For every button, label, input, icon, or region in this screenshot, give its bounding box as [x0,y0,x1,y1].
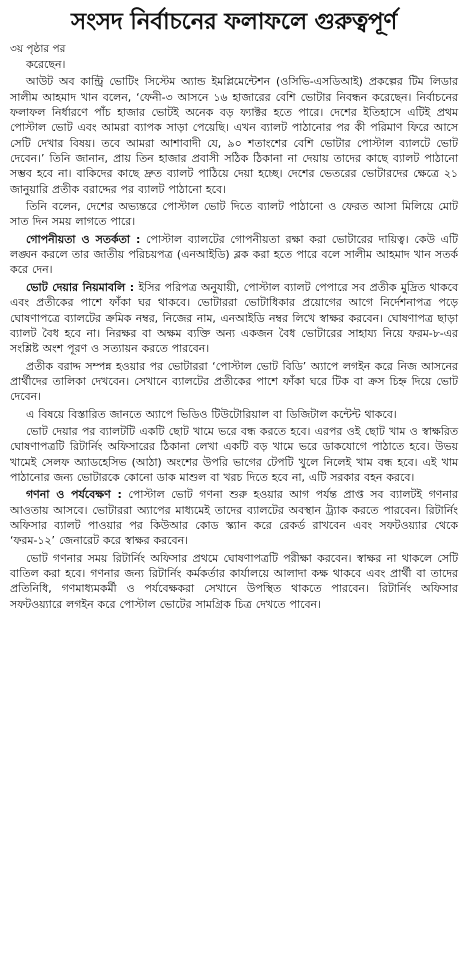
paragraph [10,359,458,405]
paragraph-text: এ বিষয়ে বিস্তারিত জানতে অ্যাপে ভিডিও টিউটোরিয়াল বা ডিজিটাল কন্টেন্ট থাকবে। [26,407,397,421]
paragraph [10,232,458,278]
paragraph [10,407,458,422]
paragraph [10,424,458,485]
paragraph-text: ভোট গণনার সময় রিটার্নিং অফিসার প্রথমে ঘোষণাপত্রটি পরীক্ষা করবেন। স্বাক্ষর না থাকলে সেটি বাতিল করা হবে। গণনার জন্য রিটার্নিং কর্মকর্তার কার্যালয়ে আলাদা কক্ষ থাকবে এবং প্রার্থী বা তাদের প্রতিনিধি, গণমাধ্যমকর্মী ও পর্যবেক্ষকরা সেখানে উপস্থিত থাকতে পারবেন। রিটার্নিং অফিসার সফটওয়্যারে লগইন করে পোস্টাল ভোটের সামগ্রিক চিত্র দেখতে পাবেন। [10,551,458,611]
paragraph-text: তিনি বলেন, দেশের অভ্যন্তরে পোস্টাল ভোট দিতে ব্যালট পাঠানো ও ফেরত আসা মিলিয়ে মোট সাত দিন সময় লাগতে পারে। [10,200,458,229]
paragraph [10,487,458,548]
paragraph-text: পোস্টাল ভোট গণনা শুরু হওয়ার আগ পর্যন্ত প্রাপ্ত সব ব্যালটই গণনার আওতায় আসবে। ভোটাররা অ্যাপের মাধ্যমেই তাদের ব্যালটের অবস্থান ট্র্যাক করতে পারবেন। রিটার্নিং অফিসার ব্যালট পাওয়ার পর কিউআর কোড স্ক্যান করে রেকর্ড রাখবেন এবং সফটওয়্যার থেকে ‘ফরম-১২’ জেনারেট করে স্বাক্ষর করবেন। [10,488,459,548]
paragraph-text: পোস্টাল ব্যালটের গোপনীয়তা রক্ষা করা ভোটারের দায়িত্ব। কেউ এটি লঙ্ঘন করলে তার জাতীয় পরিচয়পত্র (এনআইডি) ব্লক করা হতে পারে বলে সালীম আহমাদ খান সতর্ক করে দেন। [10,232,458,277]
paragraph [10,199,458,230]
paragraph-text: ইসির পরিপত্র অনুযায়ী, পোস্টাল ব্যালট পেপারে সব প্রতীক মুদ্রিত থাকবে এবং প্রতীকের পাশে ফাঁকা ঘর থাকবে। ভোটাররা ভোটাধিকার প্রয়োগের আগে নির্দেশনাপত্র পড়ে ঘোষণাপত্রে ব্যালটের ক্রমিক নম্বর, নিজের নাম, এনআইডি নম্বর লিখে স্বাক্ষর করবেন। ঘোষণাপত্র ছাড়া ব্যালট বৈধ হবে না। নিরক্ষর বা অক্ষম ব্যক্তি অন্য একজন বৈধ ভোটারের সাহায্য নিয়ে ফরম-৮-এর সংশ্লিষ্ট অংশ পূরণ ও সত্যায়ন করতে পারবেন। [10,280,458,356]
paragraph [10,57,458,72]
subheading: গোপনীয়তা ও সতর্কতা : [26,232,141,246]
paragraph [10,74,458,197]
paragraph [10,551,458,612]
subheading: ভোট দেয়ার নিয়মাবলি : [26,280,135,294]
paragraph-text: আউট অব কান্ট্রি ভোটিং সিস্টেম অ্যান্ড ইমপ্লিমেন্টেশন (ওসিভি-এসডিআই) প্রকল্পের টিম লিডার সালীম আহমাদ খান বলেন, ‘ফেনী-৩ আসনে ১৬ হাজারের বেশি ভোটার নিবন্ধন করেছেন। নির্বাচনের ফলাফল নির্ধারণে পাঁচ হাজার ভোটই অনেক বড় ফ্যাক্টর হতে পারে। দেশের ইতিহাসে এটিই প্রথম পোস্টাল ভোট এবং আমরা ব্যাপক সাড়া পেয়েছি। এখন ব্যালট পাঠানোর পর কী পরিমাণ ফিরে আসে সেটি দেখার বিষয়। তবে আমরা আশাবাদী যে, ৯০ শতাংশের বেশি ভোটার পোস্টাল ব্যালটে ভোট দেবেন।’ তিনি জানান, প্রায় তিন হাজার প্রবাসী সঠিক ঠিকানা না দেয়ায় তাদের কাছে ব্যালট পাঠানো সম্ভব হবে না। বাকিদের কাছে দ্রুত ব্যালট পাঠিয়ে দেয়া হচ্ছে। দেশের ভেতরের ভোটারদের ক্ষেত্রে ২১ জানুয়ারি প্রতীক বরাদ্দের পর ব্যালট পাঠানো হবে। [10,75,458,196]
paragraph-text: ভোট দেয়ার পর ব্যালটটি একটি ছোট খামে ভরে বন্ধ করতে হবে। এরপর ওই ছোট খাম ও স্বাক্ষরিত ঘোষণাপত্রটি রিটার্নিং অফিসারের ঠিকানা লেখা একটি বড় খামে ভরে ডাকযোগে পাঠাতে হবে। উভয় খামেই সেলফ অ্যাডহেসিভ (আঠা) অংশের উপরি ভাগের টেপটি খুলে নিলেই খাম বন্ধ হবে। এই খাম পাঠানোর জন্য ভোটারকে কোনো ডাক মাশুল বা খরচ দিতে হবে না, এটি সরকার বহন করবে। [10,424,458,484]
paragraph [10,280,458,357]
paragraph-text: করেছেন। [26,58,66,71]
paragraph-text: প্রতীক বরাদ্দ সম্পন্ন হওয়ার পর ভোটাররা ‘পোস্টাল ভোট বিডি’ অ্যাপে লগইন করে নিজ আসনের প্রার্থীদের তালিকা দেখবেন। সেখানে ব্যালটের প্রতীকের পাশে ফাঁকা ঘরে টিক বা ক্রস চিহ্ন দিয়ে ভোট দেবেন। [10,359,458,404]
headline: সংসদ নির্বাচনের ফলাফলে গুরুত্বপূর্ণ [71,9,397,35]
continuation-note: ৩য় পৃষ্ঠার পর [10,43,66,55]
subheading: গণনা ও পর্যবেক্ষণ : [26,488,122,502]
